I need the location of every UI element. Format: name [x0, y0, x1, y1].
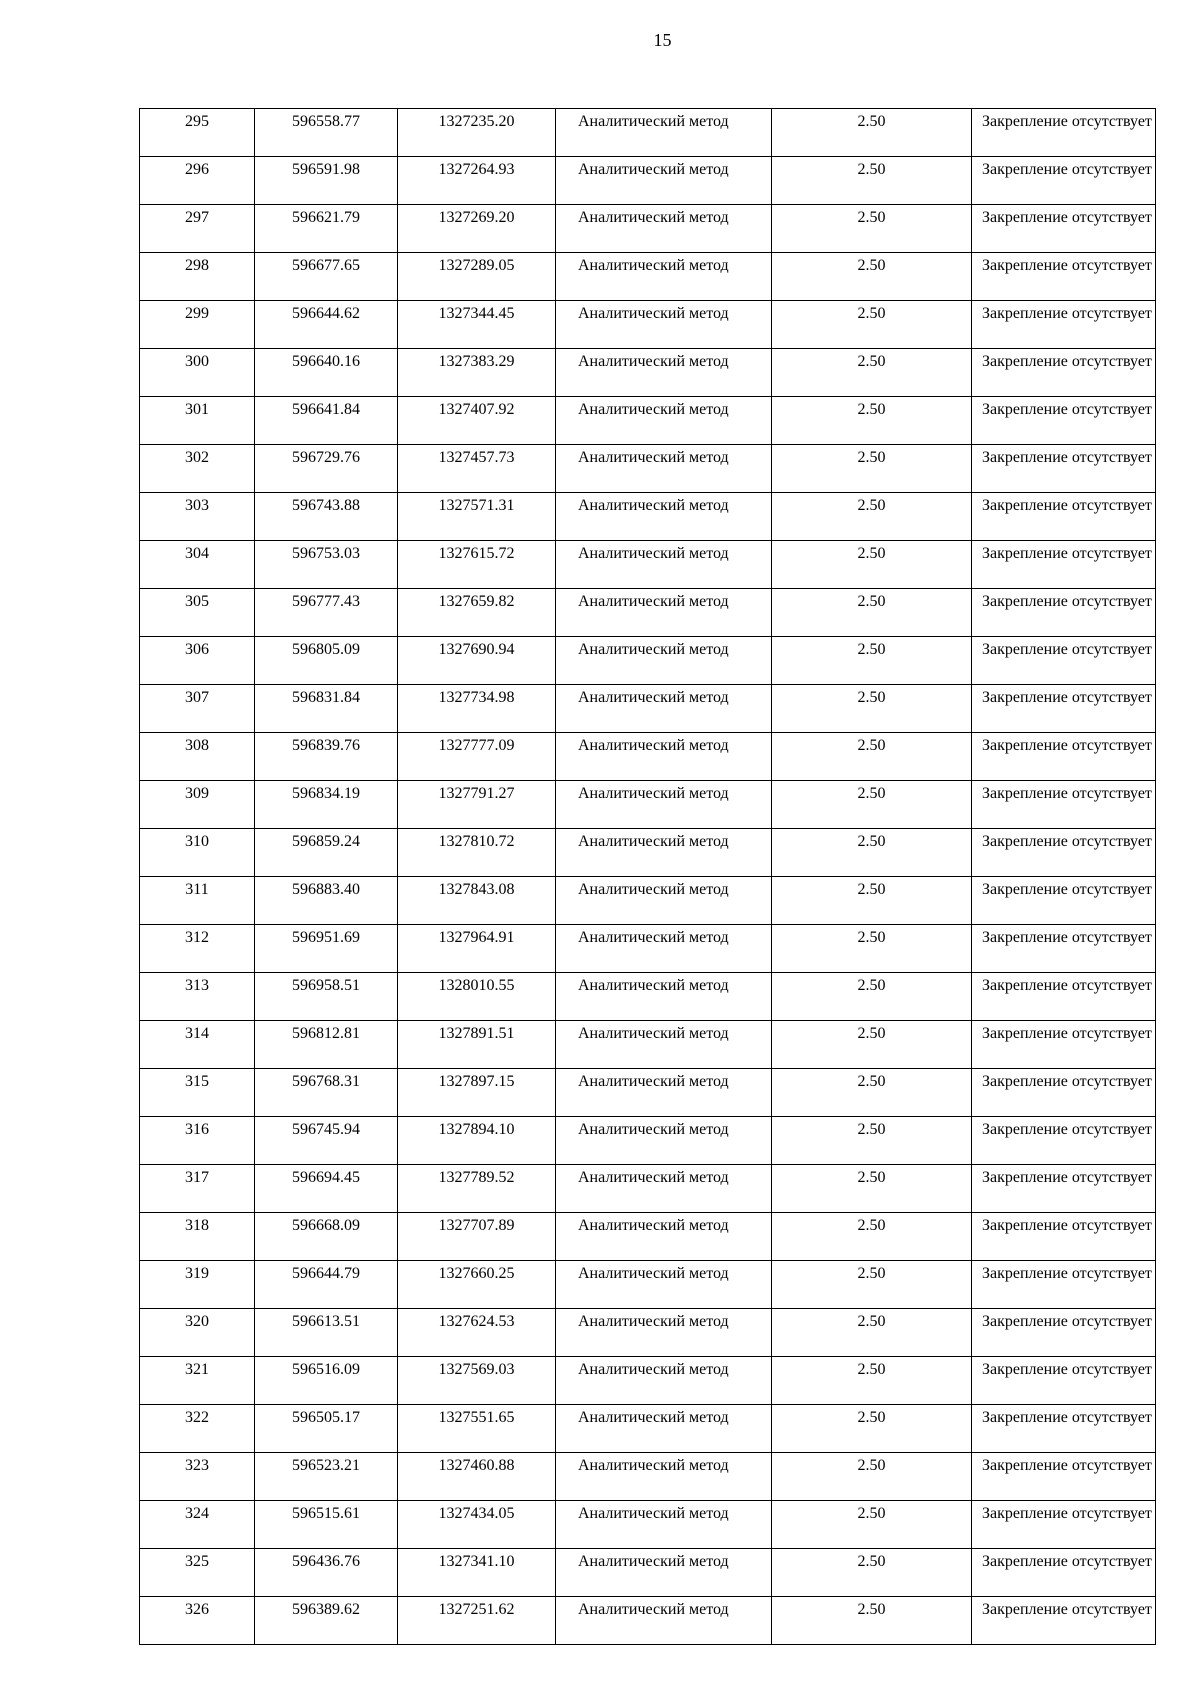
fixing-cell: Закрепление отсутствует: [972, 1021, 1156, 1069]
fixing-cell: Закрепление отсутствует: [972, 973, 1156, 1021]
method-cell: Аналитический метод: [556, 1021, 772, 1069]
method-cell: Аналитический метод: [556, 1597, 772, 1645]
method-cell: Аналитический метод: [556, 1357, 772, 1405]
point-number-cell: 320: [140, 1309, 255, 1357]
table-row: [140, 829, 1156, 877]
x-coordinate-cell: 596644.62: [255, 301, 398, 349]
table-row: [140, 781, 1156, 829]
y-coordinate-cell: 1327964.91: [398, 925, 556, 973]
y-coordinate-cell: 1328010.55: [398, 973, 556, 1021]
accuracy-cell: 2.50: [772, 157, 972, 205]
table-row: [140, 205, 1156, 253]
method-cell: Аналитический метод: [556, 253, 772, 301]
point-number-cell: 307: [140, 685, 255, 733]
table-row: [140, 637, 1156, 685]
x-coordinate-cell: 596777.43: [255, 589, 398, 637]
table-row: [140, 349, 1156, 397]
fixing-cell: Закрепление отсутствует: [972, 1165, 1156, 1213]
x-coordinate-cell: 596677.65: [255, 253, 398, 301]
coordinates-table-body: [140, 109, 1156, 1645]
fixing-cell: Закрепление отсутствует: [972, 1309, 1156, 1357]
y-coordinate-cell: 1327690.94: [398, 637, 556, 685]
fixing-cell: Закрепление отсутствует: [972, 541, 1156, 589]
table-row: [140, 157, 1156, 205]
table-row: [140, 1261, 1156, 1309]
table-row: [140, 1357, 1156, 1405]
method-cell: Аналитический метод: [556, 1165, 772, 1213]
accuracy-cell: 2.50: [772, 445, 972, 493]
accuracy-cell: 2.50: [772, 1309, 972, 1357]
y-coordinate-cell: 1327660.25: [398, 1261, 556, 1309]
fixing-cell: Закрепление отсутствует: [972, 829, 1156, 877]
table-row: [140, 1117, 1156, 1165]
x-coordinate-cell: 596839.76: [255, 733, 398, 781]
y-coordinate-cell: 1327569.03: [398, 1357, 556, 1405]
table-row: [140, 445, 1156, 493]
fixing-cell: Закрепление отсутствует: [972, 349, 1156, 397]
accuracy-cell: 2.50: [772, 349, 972, 397]
point-number-cell: 317: [140, 1165, 255, 1213]
accuracy-cell: 2.50: [772, 205, 972, 253]
x-coordinate-cell: 596516.09: [255, 1357, 398, 1405]
page-number: 15: [653, 30, 672, 50]
accuracy-cell: 2.50: [772, 1405, 972, 1453]
method-cell: Аналитический метод: [556, 1549, 772, 1597]
method-cell: Аналитический метод: [556, 1213, 772, 1261]
table-row: [140, 1453, 1156, 1501]
fixing-cell: Закрепление отсутствует: [972, 205, 1156, 253]
method-cell: Аналитический метод: [556, 157, 772, 205]
x-coordinate-cell: 596831.84: [255, 685, 398, 733]
table-row: [140, 1597, 1156, 1645]
point-number-cell: 326: [140, 1597, 255, 1645]
table-row: [140, 541, 1156, 589]
x-coordinate-cell: 596883.40: [255, 877, 398, 925]
method-cell: Аналитический метод: [556, 733, 772, 781]
fixing-cell: Закрепление отсутствует: [972, 781, 1156, 829]
y-coordinate-cell: 1327264.93: [398, 157, 556, 205]
fixing-cell: Закрепление отсутствует: [972, 157, 1156, 205]
accuracy-cell: 2.50: [772, 1261, 972, 1309]
point-number-cell: 302: [140, 445, 255, 493]
method-cell: Аналитический метод: [556, 637, 772, 685]
table-row: [140, 1309, 1156, 1357]
y-coordinate-cell: 1327407.92: [398, 397, 556, 445]
method-cell: Аналитический метод: [556, 1405, 772, 1453]
y-coordinate-cell: 1327843.08: [398, 877, 556, 925]
fixing-cell: Закрепление отсутствует: [972, 1357, 1156, 1405]
y-coordinate-cell: 1327894.10: [398, 1117, 556, 1165]
point-number-cell: 321: [140, 1357, 255, 1405]
point-number-cell: 305: [140, 589, 255, 637]
table-row: [140, 685, 1156, 733]
point-number-cell: 300: [140, 349, 255, 397]
point-number-cell: 299: [140, 301, 255, 349]
x-coordinate-cell: 596694.45: [255, 1165, 398, 1213]
x-coordinate-cell: 596621.79: [255, 205, 398, 253]
accuracy-cell: 2.50: [772, 589, 972, 637]
table-row: [140, 493, 1156, 541]
y-coordinate-cell: 1327707.89: [398, 1213, 556, 1261]
fixing-cell: Закрепление отсутствует: [972, 1453, 1156, 1501]
y-coordinate-cell: 1327734.98: [398, 685, 556, 733]
point-number-cell: 297: [140, 205, 255, 253]
x-coordinate-cell: 596523.21: [255, 1453, 398, 1501]
y-coordinate-cell: 1327789.52: [398, 1165, 556, 1213]
accuracy-cell: 2.50: [772, 877, 972, 925]
fixing-cell: Закрепление отсутствует: [972, 685, 1156, 733]
fixing-cell: Закрепление отсутствует: [972, 637, 1156, 685]
fixing-cell: Закрепление отсутствует: [972, 1549, 1156, 1597]
y-coordinate-cell: 1327624.53: [398, 1309, 556, 1357]
method-cell: Аналитический метод: [556, 205, 772, 253]
point-number-cell: 323: [140, 1453, 255, 1501]
accuracy-cell: 2.50: [772, 733, 972, 781]
y-coordinate-cell: 1327460.88: [398, 1453, 556, 1501]
table-row: [140, 1213, 1156, 1261]
accuracy-cell: 2.50: [772, 1117, 972, 1165]
y-coordinate-cell: 1327457.73: [398, 445, 556, 493]
method-cell: Аналитический метод: [556, 1501, 772, 1549]
method-cell: Аналитический метод: [556, 973, 772, 1021]
point-number-cell: 313: [140, 973, 255, 1021]
table-row: [140, 1501, 1156, 1549]
table-row: [140, 589, 1156, 637]
fixing-cell: Закрепление отсутствует: [972, 1069, 1156, 1117]
x-coordinate-cell: 596958.51: [255, 973, 398, 1021]
accuracy-cell: 2.50: [772, 1069, 972, 1117]
point-number-cell: 298: [140, 253, 255, 301]
y-coordinate-cell: 1327235.20: [398, 109, 556, 157]
y-coordinate-cell: 1327891.51: [398, 1021, 556, 1069]
method-cell: Аналитический метод: [556, 1117, 772, 1165]
table-row: [140, 1549, 1156, 1597]
accuracy-cell: 2.50: [772, 685, 972, 733]
fixing-cell: Закрепление отсутствует: [972, 109, 1156, 157]
x-coordinate-cell: 596951.69: [255, 925, 398, 973]
fixing-cell: Закрепление отсутствует: [972, 1117, 1156, 1165]
y-coordinate-cell: 1327810.72: [398, 829, 556, 877]
table-row: [140, 109, 1156, 157]
x-coordinate-cell: 596389.62: [255, 1597, 398, 1645]
point-number-cell: 316: [140, 1117, 255, 1165]
fixing-cell: Закрепление отсутствует: [972, 1501, 1156, 1549]
point-number-cell: 318: [140, 1213, 255, 1261]
x-coordinate-cell: 596729.76: [255, 445, 398, 493]
method-cell: Аналитический метод: [556, 109, 772, 157]
accuracy-cell: 2.50: [772, 1357, 972, 1405]
x-coordinate-cell: 596743.88: [255, 493, 398, 541]
y-coordinate-cell: 1327251.62: [398, 1597, 556, 1645]
accuracy-cell: 2.50: [772, 1549, 972, 1597]
method-cell: Аналитический метод: [556, 493, 772, 541]
point-number-cell: 322: [140, 1405, 255, 1453]
method-cell: Аналитический метод: [556, 1069, 772, 1117]
accuracy-cell: 2.50: [772, 637, 972, 685]
x-coordinate-cell: 596812.81: [255, 1021, 398, 1069]
accuracy-cell: 2.50: [772, 397, 972, 445]
y-coordinate-cell: 1327571.31: [398, 493, 556, 541]
x-coordinate-cell: 596505.17: [255, 1405, 398, 1453]
method-cell: Аналитический метод: [556, 541, 772, 589]
x-coordinate-cell: 596591.98: [255, 157, 398, 205]
x-coordinate-cell: 596644.79: [255, 1261, 398, 1309]
accuracy-cell: 2.50: [772, 541, 972, 589]
coordinates-table-container: [139, 108, 1155, 1645]
point-number-cell: 311: [140, 877, 255, 925]
table-row: [140, 925, 1156, 973]
y-coordinate-cell: 1327269.20: [398, 205, 556, 253]
point-number-cell: 314: [140, 1021, 255, 1069]
fixing-cell: Закрепление отсутствует: [972, 1405, 1156, 1453]
y-coordinate-cell: 1327344.45: [398, 301, 556, 349]
fixing-cell: Закрепление отсутствует: [972, 1597, 1156, 1645]
y-coordinate-cell: 1327289.05: [398, 253, 556, 301]
method-cell: Аналитический метод: [556, 349, 772, 397]
accuracy-cell: 2.50: [772, 301, 972, 349]
x-coordinate-cell: 596436.76: [255, 1549, 398, 1597]
table-row: [140, 973, 1156, 1021]
point-number-cell: 306: [140, 637, 255, 685]
table-row: [140, 253, 1156, 301]
y-coordinate-cell: 1327341.10: [398, 1549, 556, 1597]
table-row: [140, 1405, 1156, 1453]
accuracy-cell: 2.50: [772, 1597, 972, 1645]
point-number-cell: 295: [140, 109, 255, 157]
x-coordinate-cell: 596834.19: [255, 781, 398, 829]
point-number-cell: 315: [140, 1069, 255, 1117]
accuracy-cell: 2.50: [772, 1165, 972, 1213]
y-coordinate-cell: 1327551.65: [398, 1405, 556, 1453]
method-cell: Аналитический метод: [556, 925, 772, 973]
method-cell: Аналитический метод: [556, 397, 772, 445]
point-number-cell: 319: [140, 1261, 255, 1309]
table-row: [140, 1069, 1156, 1117]
point-number-cell: 312: [140, 925, 255, 973]
accuracy-cell: 2.50: [772, 493, 972, 541]
point-number-cell: 301: [140, 397, 255, 445]
point-number-cell: 303: [140, 493, 255, 541]
y-coordinate-cell: 1327897.15: [398, 1069, 556, 1117]
point-number-cell: 310: [140, 829, 255, 877]
accuracy-cell: 2.50: [772, 925, 972, 973]
fixing-cell: Закрепление отсутствует: [972, 397, 1156, 445]
x-coordinate-cell: 596613.51: [255, 1309, 398, 1357]
x-coordinate-cell: 596768.31: [255, 1069, 398, 1117]
point-number-cell: 324: [140, 1501, 255, 1549]
fixing-cell: Закрепление отсутствует: [972, 877, 1156, 925]
table-row: [140, 1021, 1156, 1069]
coordinates-table: [139, 108, 1156, 1645]
fixing-cell: Закрепление отсутствует: [972, 493, 1156, 541]
x-coordinate-cell: 596640.16: [255, 349, 398, 397]
point-number-cell: 296: [140, 157, 255, 205]
fixing-cell: Закрепление отсутствует: [972, 925, 1156, 973]
fixing-cell: Закрепление отсутствует: [972, 445, 1156, 493]
y-coordinate-cell: 1327434.05: [398, 1501, 556, 1549]
method-cell: Аналитический метод: [556, 1261, 772, 1309]
fixing-cell: Закрепление отсутствует: [972, 1261, 1156, 1309]
table-row: [140, 1165, 1156, 1213]
x-coordinate-cell: 596515.61: [255, 1501, 398, 1549]
method-cell: Аналитический метод: [556, 781, 772, 829]
x-coordinate-cell: 596668.09: [255, 1213, 398, 1261]
accuracy-cell: 2.50: [772, 253, 972, 301]
accuracy-cell: 2.50: [772, 781, 972, 829]
fixing-cell: Закрепление отсутствует: [972, 1213, 1156, 1261]
table-row: [140, 397, 1156, 445]
y-coordinate-cell: 1327659.82: [398, 589, 556, 637]
y-coordinate-cell: 1327615.72: [398, 541, 556, 589]
method-cell: Аналитический метод: [556, 1453, 772, 1501]
table-row: [140, 877, 1156, 925]
y-coordinate-cell: 1327383.29: [398, 349, 556, 397]
x-coordinate-cell: 596753.03: [255, 541, 398, 589]
x-coordinate-cell: 596641.84: [255, 397, 398, 445]
accuracy-cell: 2.50: [772, 829, 972, 877]
y-coordinate-cell: 1327791.27: [398, 781, 556, 829]
fixing-cell: Закрепление отсутствует: [972, 301, 1156, 349]
point-number-cell: 308: [140, 733, 255, 781]
fixing-cell: Закрепление отсутствует: [972, 253, 1156, 301]
x-coordinate-cell: 596745.94: [255, 1117, 398, 1165]
accuracy-cell: 2.50: [772, 1021, 972, 1069]
method-cell: Аналитический метод: [556, 445, 772, 493]
accuracy-cell: 2.50: [772, 1501, 972, 1549]
x-coordinate-cell: 596558.77: [255, 109, 398, 157]
method-cell: Аналитический метод: [556, 1309, 772, 1357]
x-coordinate-cell: 596805.09: [255, 637, 398, 685]
fixing-cell: Закрепление отсутствует: [972, 733, 1156, 781]
table-row: [140, 733, 1156, 781]
accuracy-cell: 2.50: [772, 109, 972, 157]
method-cell: Аналитический метод: [556, 877, 772, 925]
x-coordinate-cell: 596859.24: [255, 829, 398, 877]
point-number-cell: 304: [140, 541, 255, 589]
method-cell: Аналитический метод: [556, 589, 772, 637]
accuracy-cell: 2.50: [772, 1213, 972, 1261]
point-number-cell: 309: [140, 781, 255, 829]
fixing-cell: Закрепление отсутствует: [972, 589, 1156, 637]
accuracy-cell: 2.50: [772, 1453, 972, 1501]
table-row: [140, 301, 1156, 349]
method-cell: Аналитический метод: [556, 301, 772, 349]
method-cell: Аналитический метод: [556, 685, 772, 733]
point-number-cell: 325: [140, 1549, 255, 1597]
y-coordinate-cell: 1327777.09: [398, 733, 556, 781]
accuracy-cell: 2.50: [772, 973, 972, 1021]
method-cell: Аналитический метод: [556, 829, 772, 877]
